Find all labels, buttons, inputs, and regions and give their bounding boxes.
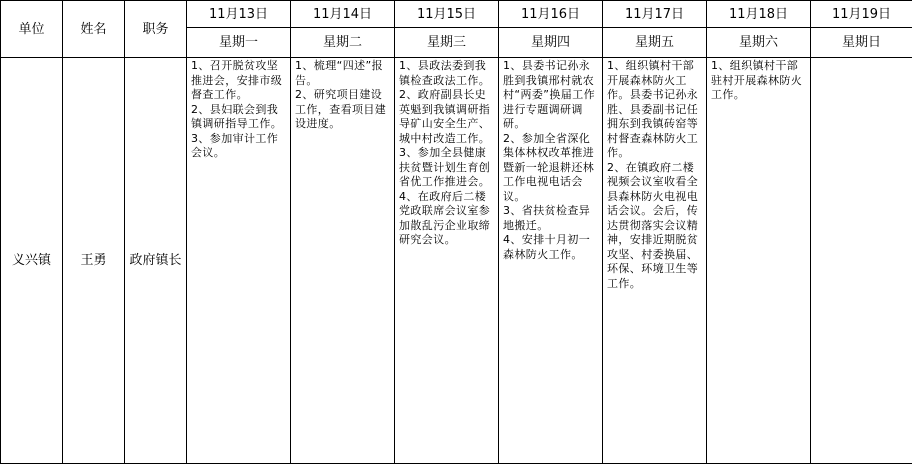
row-name: 王勇 <box>63 58 125 464</box>
table-row <box>1 58 912 464</box>
row-position: 政府镇长 <box>125 58 187 464</box>
date-sunday: 11月19日 <box>811 1 912 28</box>
content-thursday: 1、县委书记孙永胜到我镇邢村就农村“两委”换届工作进行专题调研调研。 2、参加全省深化集体林权改革推进暨新一轮退耕还林工作电视电话会议。 3、省扶贫检查异地搬迁。 4、安排十月初一森林防火工作。 <box>499 58 603 464</box>
weekday-thursday: 星期四 <box>499 28 603 58</box>
weekday-sunday: 星期日 <box>811 28 912 58</box>
date-header-row <box>1 1 912 28</box>
weekday-monday: 星期一 <box>187 28 291 58</box>
date-thursday: 11月16日 <box>499 1 603 28</box>
date-wednesday: 11月15日 <box>395 1 499 28</box>
row-unit: 义兴镇 <box>1 58 63 464</box>
date-tuesday: 11月14日 <box>291 1 395 28</box>
date-saturday: 11月18日 <box>707 1 811 28</box>
content-wednesday: 1、县政法委到我镇检查政法工作。 2、政府副县长史英魁到我镇调研指导矿山安全生产、城中村改造工作。 3、参加全县健康扶贫暨计划生育创省优工作推进会。 4、在政府后二楼党政联席会议室参加散乱污企业取缔研究会议。 <box>395 58 499 464</box>
weekday-saturday: 星期六 <box>707 28 811 58</box>
weekday-friday: 星期五 <box>603 28 707 58</box>
content-monday: 1、召开脱贫攻坚推进会，安排市级督查工作。 2、县妇联会到我镇调研指导工作。 3、参加审计工作会议。 <box>187 58 291 464</box>
date-friday: 11月17日 <box>603 1 707 28</box>
content-saturday: 1、组织镇村干部驻村开展森林防火工作。 <box>707 58 811 464</box>
header-unit: 单位 <box>1 1 63 58</box>
date-monday: 11月13日 <box>187 1 291 28</box>
content-sunday <box>811 58 912 464</box>
weekday-tuesday: 星期二 <box>291 28 395 58</box>
weekday-wednesday: 星期三 <box>395 28 499 58</box>
header-name: 姓名 <box>63 1 125 58</box>
header-position: 职务 <box>125 1 187 58</box>
content-friday: 1、组织镇村干部开展森林防火工作。县委书记孙永胜、县委副书记任拥东到我镇砖窑等村督查森林防火工作。 2、在镇政府二楼视频会议室收看全县森林防火电视电话会议。会后，传达贯彻落实会议精神，安排近期脱贫攻坚、村委换届、环保、环境卫生等工作。 <box>603 58 707 464</box>
content-tuesday: 1、梳理“四述”报告。 2、研究项目建设工作，查看项目建设进度。 <box>291 58 395 464</box>
